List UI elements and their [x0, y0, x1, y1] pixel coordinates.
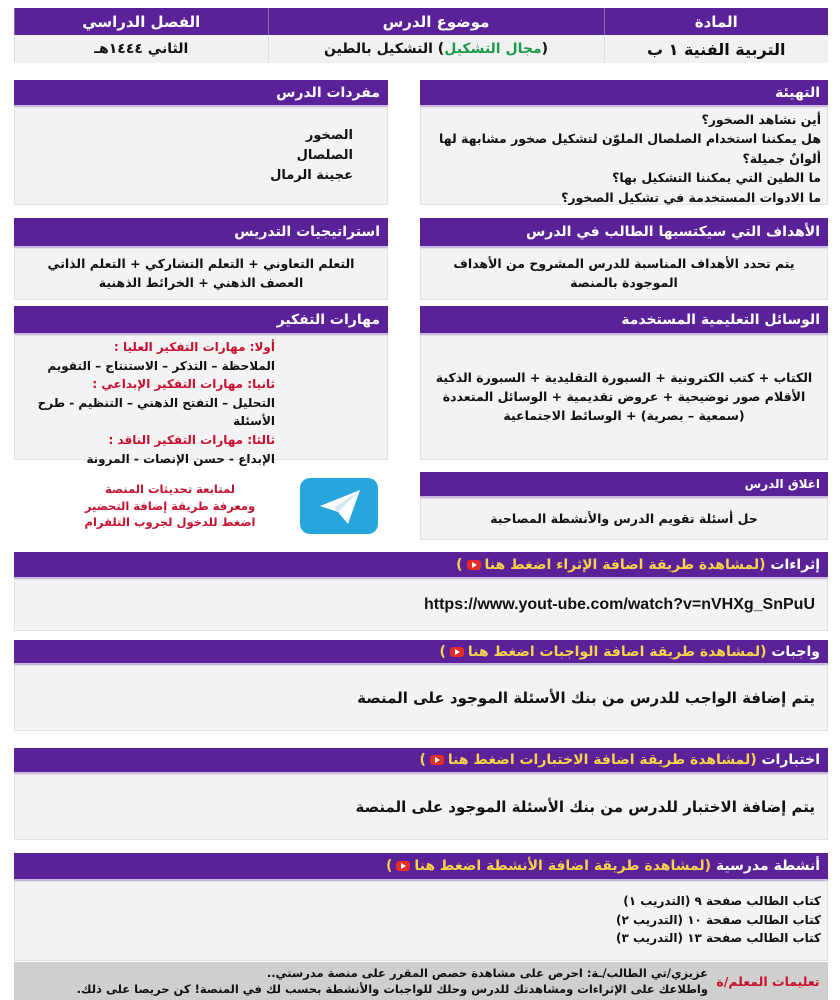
activities-body [14, 881, 828, 961]
youtube-icon [467, 560, 481, 570]
activities-video-link[interactable]: (لمشاهدة طريقة اضافة الأنشطة اضغط هنا) [385, 858, 712, 874]
topic-domain: مجال التشكيل [444, 41, 542, 57]
teacher-text [77, 965, 708, 997]
warmup-body [420, 107, 828, 205]
youtube-icon [450, 647, 464, 657]
vocab-item: الصلصال [296, 148, 353, 164]
aids-header: الوسائل التعليمية المستخدمة [420, 306, 828, 335]
thinking-group-label: ثالثا: مهارات التفكير الناقد : [108, 432, 275, 447]
telegram-line: اضغط للدخول لجروب التلقرام [84, 515, 256, 530]
activity-item: كتاب الطالب صفحة ١٣ (التدريب ٣) [615, 931, 821, 946]
tests-title: اختبارات [761, 752, 820, 768]
enrichment-url[interactable]: https://www.yout-ube.com/watch?v=nVHXg_SnPuU [424, 596, 815, 613]
tests-header [14, 748, 828, 774]
objectives-body: يتم تحدد الأهداف المناسبة للدرس المشروح من الأهداف الموجودة بالمنصة [420, 248, 828, 300]
enrichment-body [14, 579, 828, 631]
strategies-line: العصف الذهني + الخرائط الذهنية [98, 275, 304, 290]
enrichment-header [14, 552, 828, 579]
strategies-header: استراتيجيات التدريس [14, 218, 388, 248]
teacher-instructions [14, 962, 828, 1000]
col-subject: المادة [604, 8, 828, 35]
semester-value: الثاني ١٤٤٤هـ [15, 35, 269, 63]
teacher-line: واطلاعك على الإثراءات ومشاهدتك للدرس وحلك للواجبات والأنشطة بحسب لك في المنصة! كن حريصا على ذلك. [76, 982, 708, 996]
lesson-info-table [14, 8, 828, 63]
closing-header: اغلاق الدرس [420, 472, 828, 498]
vocab-item: الصخور [305, 128, 353, 143]
thinking-header: مهارات التفكير [14, 306, 388, 335]
aids-line: (سمعية – بصرية) + الوسائط الاجتماعية [503, 407, 745, 423]
thinking-group-label: أولا: مهارات التفكير العليا : [114, 340, 275, 354]
subject-value: التربية الفنية ١ ب [604, 35, 828, 63]
aids-body [420, 335, 828, 460]
thinking-group-text: الإبداع - حسن الإنصات - المرونة [86, 451, 275, 466]
homework-video-link[interactable]: (لمشاهدة طريقة اضافة الواجبات اضغط هنا) [439, 643, 767, 660]
warmup-line: هل يمكننا استخدام الصلصال الملوّن لتشكيل صخور مشابهة لها ألوانٌ جميلة؟ [439, 131, 821, 166]
teacher-line: عزيزي/تي الطالب/ـة: احرص على مشاهدة حصص المقرر على منصة مدرستي.. [266, 965, 708, 980]
enrichment-title: إثراءات [770, 556, 820, 573]
youtube-icon [396, 861, 410, 871]
warmup-line: ما الادوات المستخدمة في تشكيل الصخور؟ [561, 189, 821, 205]
objectives-header: الأهداف التي سيكتسبها الطالب في الدرس [420, 218, 828, 248]
strategies-line: التعلم التعاوني + التعلم التشاركي + التعلم الذاتي [47, 256, 355, 272]
activities-title: أنشطة مدرسية [715, 858, 820, 874]
topic-value: (مجال التشكيل) التشكيل بالطين [268, 35, 604, 63]
homework-header [14, 640, 828, 665]
thinking-group-text: التحليل – التفتح الذهني – التنظيم - طرح الأسئلة [37, 395, 275, 429]
teacher-label: تعليمات المعلم/ة [716, 973, 820, 989]
telegram-line: ومعرفة طريقة إضافة التحضير [84, 498, 256, 513]
topic-text: التشكيل بالطين [323, 41, 433, 57]
col-semester: الفصل الدراسي [15, 8, 269, 35]
tests-video-link[interactable]: (لمشاهدة طريقة اضافة الاختبارات اضغط هنا) [419, 752, 757, 768]
activities-header [14, 853, 828, 881]
vocab-item: عجينة الرمال [270, 168, 353, 184]
strategies-body [14, 248, 388, 300]
telegram-link[interactable] [70, 478, 270, 534]
warmup-header: التهيئة [420, 80, 828, 107]
vocab-header: مفردات الدرس [14, 80, 388, 107]
aids-line: الأقلام صور توضيحية + عروض تقديمية + الوسائل المتعددة [442, 389, 806, 405]
thinking-group-label: ثانيا: مهارات التفكير الإبداعي : [92, 377, 275, 392]
telegram-line: لمتابعة تحديثات المنصة [105, 481, 235, 496]
col-topic: موضوع الدرس [268, 8, 604, 35]
activity-item: كتاب الطالب صفحة ١٠ (التدريب ٢) [615, 912, 821, 927]
warmup-line: ما الطين التي يمكننا التشكيل بها؟ [612, 170, 821, 186]
youtube-icon [430, 755, 444, 765]
homework-title: واجبات [771, 643, 820, 660]
homework-body: يتم إضافة الواجب للدرس من بنك الأسئلة الموجود على المنصة [14, 665, 828, 731]
telegram-icon[interactable] [300, 478, 378, 534]
activity-item: كتاب الطالب صفحة ٩ (التدريب ١) [623, 894, 821, 908]
warmup-line: أين نشاهد الصخور؟ [701, 112, 821, 127]
closing-body: حل أسئلة تقويم الدرس والأنشطة المصاحبة [420, 498, 828, 540]
vocab-body [14, 107, 388, 205]
tests-body: يتم إضافة الاختبار للدرس من بنك الأسئلة الموجود على المنصة [14, 774, 828, 840]
thinking-body [14, 335, 388, 466]
enrichment-video-link[interactable]: (لمشاهدة طريقة اضافة الإثراء اضغط هنا) [456, 556, 766, 573]
thinking-group-text: الملاحظة – التذكر – الاستنتاج – التقويم [47, 358, 275, 373]
aids-line: الكتاب + كتب الكترونية + السبورة التقليدية + السبورة الذكية [435, 370, 813, 386]
